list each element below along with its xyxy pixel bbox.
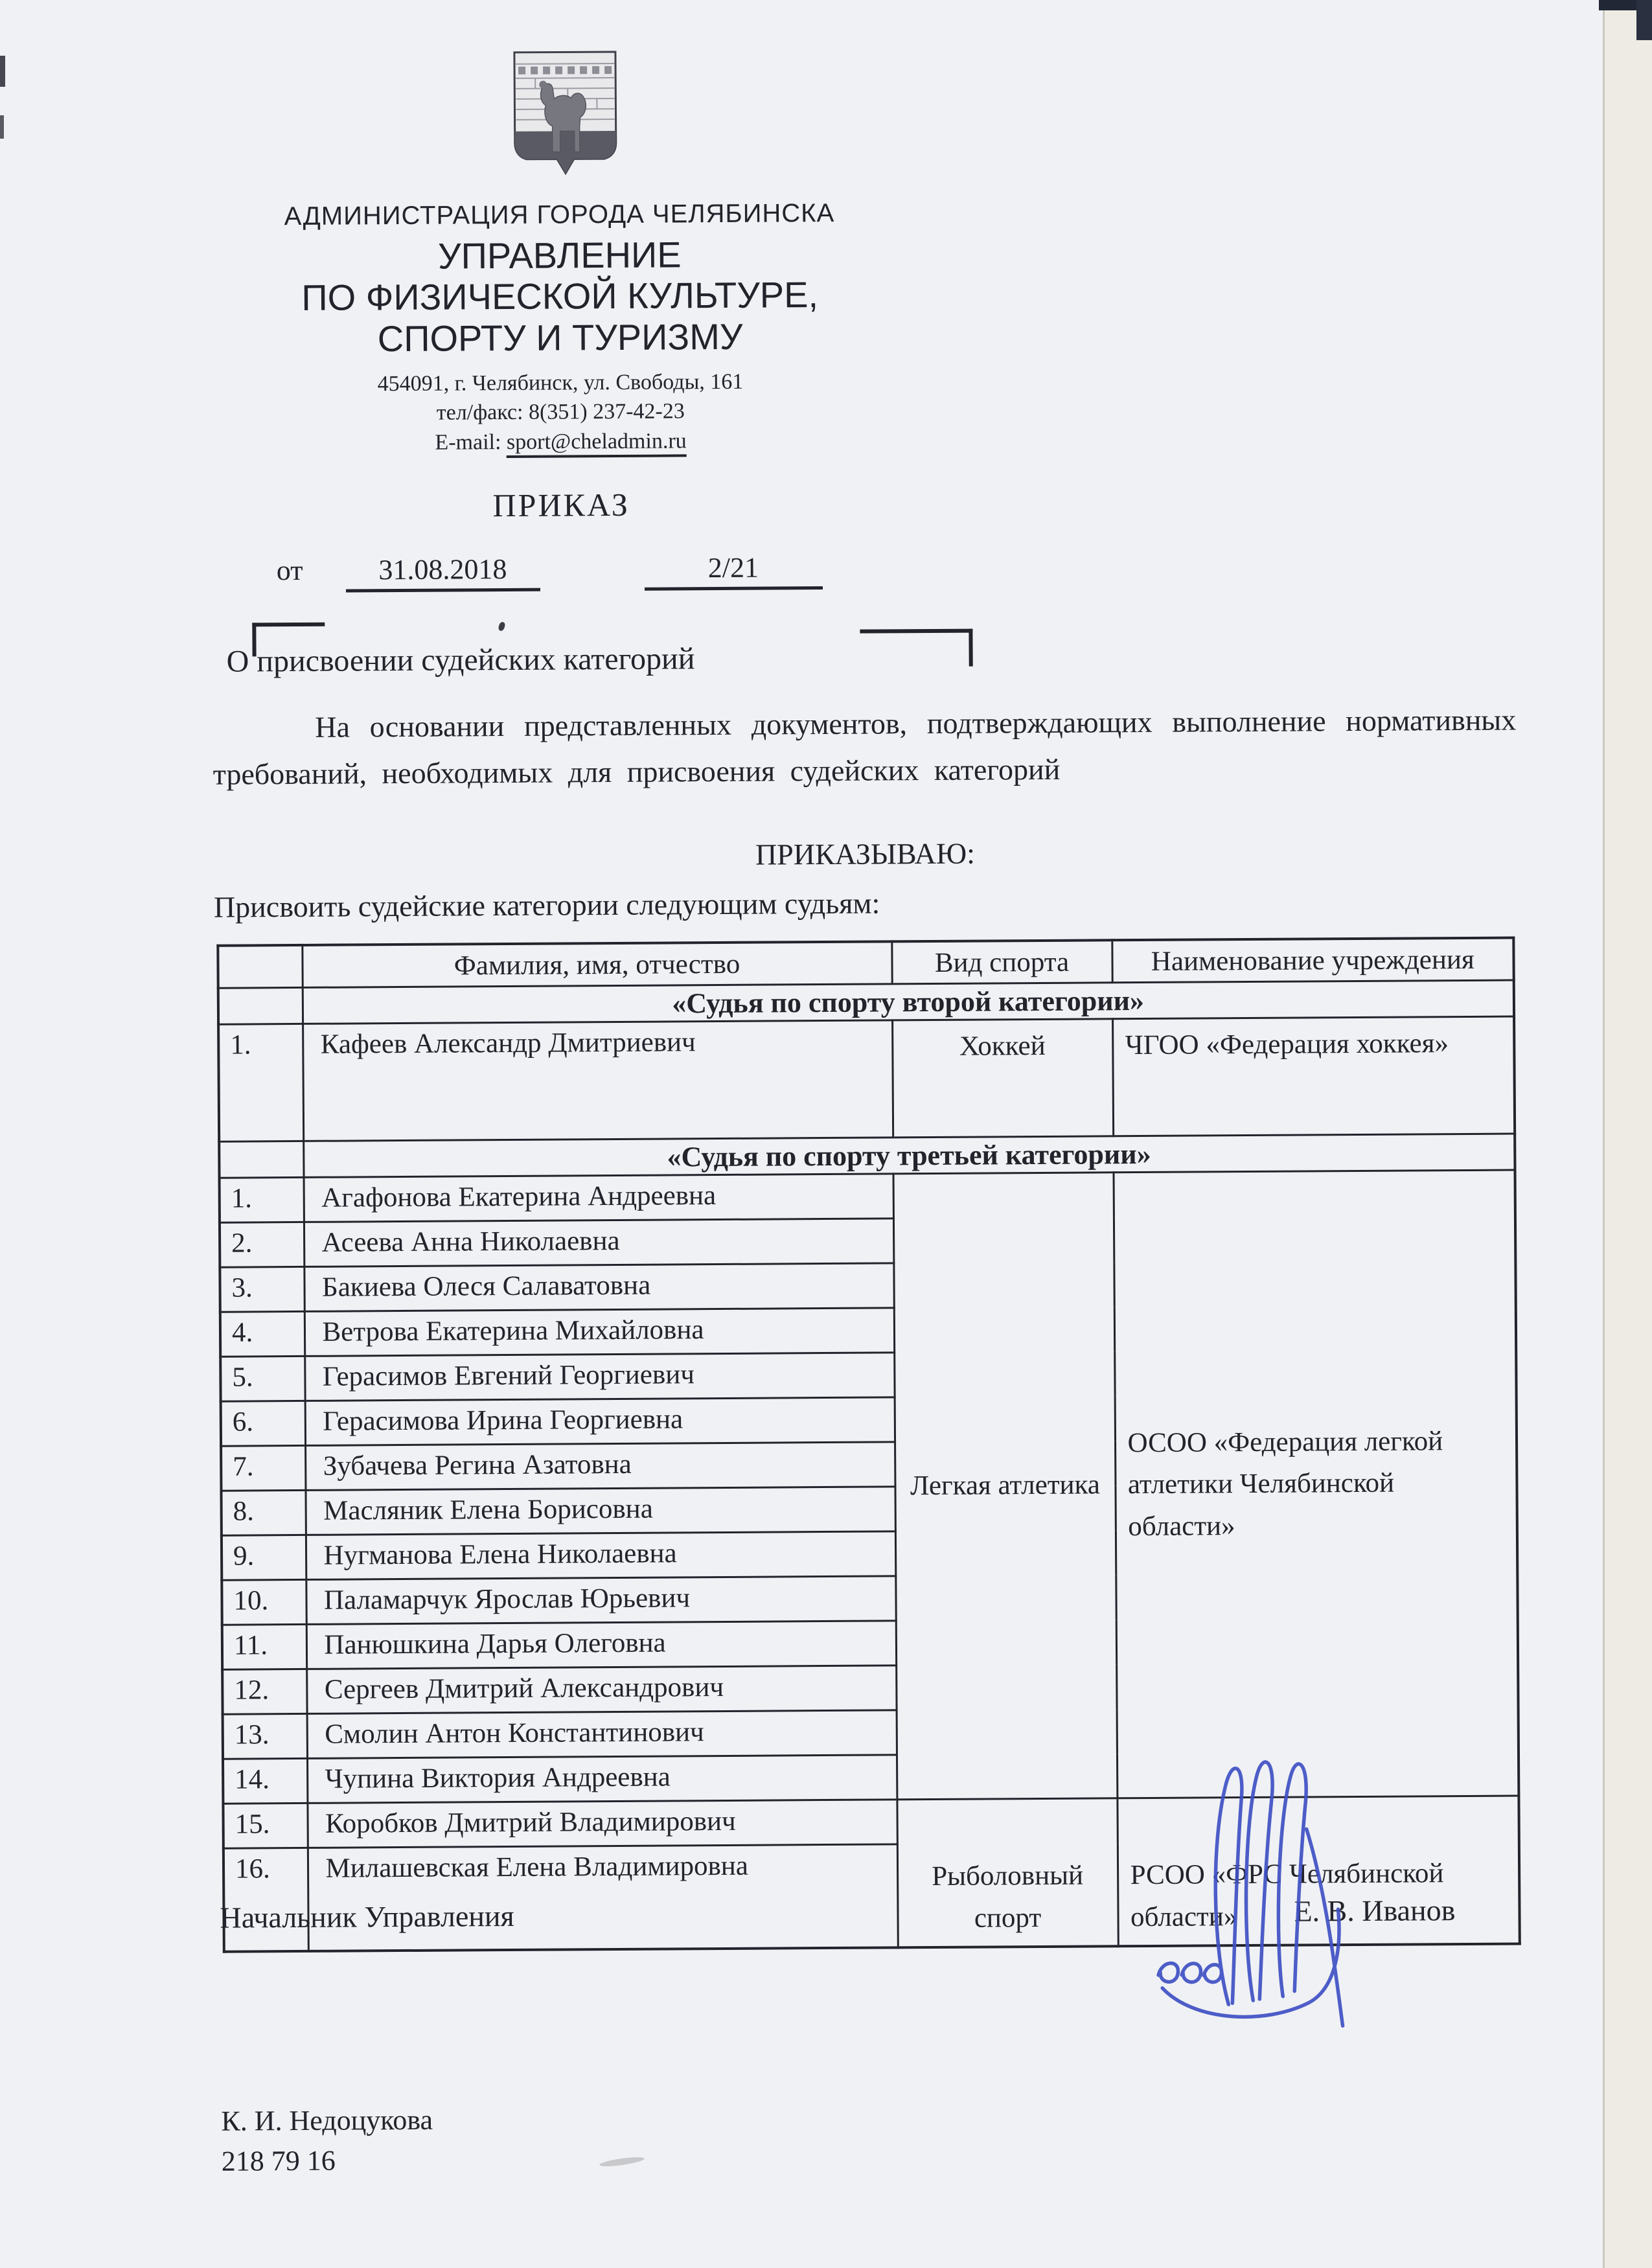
org-address: 454091, г. Челябинск, ул. Свободы, 161 bbox=[377, 369, 744, 396]
judge-name-cell: Бакиева Олеся Салаватовна bbox=[304, 1263, 893, 1312]
signature-autograph bbox=[1147, 1746, 1395, 2032]
org-email-line: E-mail: sport@cheladmin.ru bbox=[249, 425, 871, 458]
sport-cell: Хоккей bbox=[892, 1019, 1113, 1138]
judge-name-cell: Кафеев Александр Дмитриевич bbox=[303, 1020, 893, 1141]
header-number-cell bbox=[218, 945, 302, 988]
sport-cell: Легкая атлетика bbox=[893, 1173, 1118, 1800]
institution-cell: ЧГОО «Федерация хоккея» bbox=[1112, 1016, 1515, 1136]
table-header-row bbox=[218, 938, 1513, 989]
judge-name-cell: Агафонова Екатерина Андреевна bbox=[304, 1174, 893, 1222]
row-number-cell: 16. bbox=[224, 1848, 308, 1951]
letterhead bbox=[248, 198, 871, 459]
judge-name-cell: Чупина Виктория Андреевна bbox=[307, 1755, 897, 1804]
executor-block bbox=[221, 2100, 433, 2182]
judge-name-cell: Коробков Дмитрий Владимирович bbox=[307, 1800, 897, 1848]
org-name-line: СПОРТУ И ТУРИЗМУ bbox=[377, 315, 743, 359]
order-number: 2/21 bbox=[644, 551, 822, 591]
row-number-cell: 14. bbox=[223, 1758, 307, 1804]
row-number-cell: 2. bbox=[220, 1222, 304, 1267]
header-cell-0: Фамилия, имя, отчество bbox=[302, 941, 891, 987]
judge-name-cell: Милашевская Елена Владимировна bbox=[308, 1844, 898, 1951]
judge-name-cell: Герасимов Евгений Георгиевич bbox=[304, 1353, 894, 1401]
judge-name-cell: Сергеев Дмитрий Александрович bbox=[306, 1666, 896, 1714]
date-label: от bbox=[276, 554, 303, 587]
sport-cell: Рыболовный спорт bbox=[897, 1798, 1118, 1948]
header-cell-2: Наименование учреждения bbox=[1112, 938, 1513, 983]
table-row bbox=[220, 1170, 1515, 1222]
org-name-line: АДМИНИСТРАЦИЯ ГОРОДА ЧЕЛЯБИНСКА bbox=[284, 198, 835, 231]
order-date: 31.08.2018 bbox=[345, 553, 540, 593]
judge-name-cell: Герасимова Ирина Георгиевна bbox=[305, 1397, 895, 1446]
row-number-cell: 5. bbox=[220, 1356, 304, 1401]
table-row bbox=[218, 1016, 1515, 1141]
order-date-line bbox=[277, 551, 823, 593]
row-number-cell: 10. bbox=[222, 1579, 306, 1625]
order-preamble: На основании представленных документов, подтверждающих выполнение нормативных требований, необходимых для присвоения судейских категорий bbox=[212, 703, 1517, 791]
order-title: ПРИКАЗ bbox=[492, 486, 630, 524]
institution-cell: РСОО «ФРС Челябинской области» bbox=[1117, 1796, 1519, 1946]
judge-name-cell: Асеева Анна Николаевна bbox=[304, 1219, 893, 1267]
coat-of-arms-icon bbox=[509, 48, 621, 178]
row-number-cell: 12. bbox=[222, 1669, 306, 1714]
org-name-line: ПО ФИЗИЧЕСКОЙ КУЛЬТУРЕ, bbox=[301, 274, 819, 319]
row-number-cell: 9. bbox=[222, 1535, 306, 1580]
header-cell-1: Вид спорта bbox=[891, 940, 1112, 984]
org-email: sport@cheladmin.ru bbox=[507, 429, 687, 458]
judge-name-cell: Масляник Елена Борисовна bbox=[305, 1487, 895, 1535]
judge-name-cell: Зубачева Регина Азатовна bbox=[305, 1442, 895, 1491]
row-number-cell: 1. bbox=[218, 1024, 303, 1141]
judge-name-cell: Панюшкина Дарья Олеговна bbox=[306, 1621, 896, 1669]
executor-phone: 218 79 16 bbox=[221, 2145, 336, 2178]
section-title-cell: «Судья по спорту второй категории» bbox=[303, 980, 1514, 1024]
order-instruction: Присвоить судейские категории следующим судьям: bbox=[213, 886, 880, 924]
row-number-cell: 7. bbox=[221, 1445, 305, 1491]
judge-name-cell: Ветрова Екатерина Михайловна bbox=[304, 1308, 894, 1357]
row-number-cell: 13. bbox=[223, 1713, 307, 1759]
row-number-cell: 4. bbox=[220, 1311, 304, 1357]
judge-name-cell: Нугманова Елена Николаевна bbox=[306, 1531, 895, 1580]
executor-name: К. И. Недоцукова bbox=[221, 2103, 433, 2137]
row-number-cell: 3. bbox=[220, 1266, 304, 1312]
order-subject: О присвоении судейских категорий bbox=[226, 641, 695, 679]
row-number-cell: 1. bbox=[220, 1177, 304, 1222]
judge-name-cell: Смолин Антон Константинович bbox=[307, 1710, 897, 1759]
corner-bracket-right bbox=[860, 629, 972, 667]
org-phone: тел/факс: 8(351) 237-42-23 bbox=[436, 399, 685, 426]
row-number-cell: 11. bbox=[222, 1624, 306, 1669]
org-contacts bbox=[249, 366, 872, 459]
order-decree: ПРИКАЗЫВАЮ: bbox=[755, 836, 976, 871]
row-number-cell: 8. bbox=[221, 1490, 305, 1535]
row-number-cell bbox=[218, 987, 303, 1024]
signer-position: Начальник Управления bbox=[220, 1899, 514, 1934]
row-number-cell: 6. bbox=[221, 1401, 305, 1446]
org-name-line: УПРАВЛЕНИЕ bbox=[437, 234, 682, 277]
section-title-cell: «Судья по спорту третьей категории» bbox=[303, 1134, 1515, 1177]
signer-name: Е. В. Иванов bbox=[1294, 1894, 1456, 1928]
row-number-cell: 15. bbox=[223, 1803, 307, 1848]
institution-cell: ОСОО «Федерация легкой атлетики Челябинской области» bbox=[1114, 1170, 1519, 1798]
row-number-cell bbox=[219, 1141, 303, 1178]
judge-name-cell: Паламарчук Ярослав Юрьевич bbox=[306, 1576, 895, 1625]
